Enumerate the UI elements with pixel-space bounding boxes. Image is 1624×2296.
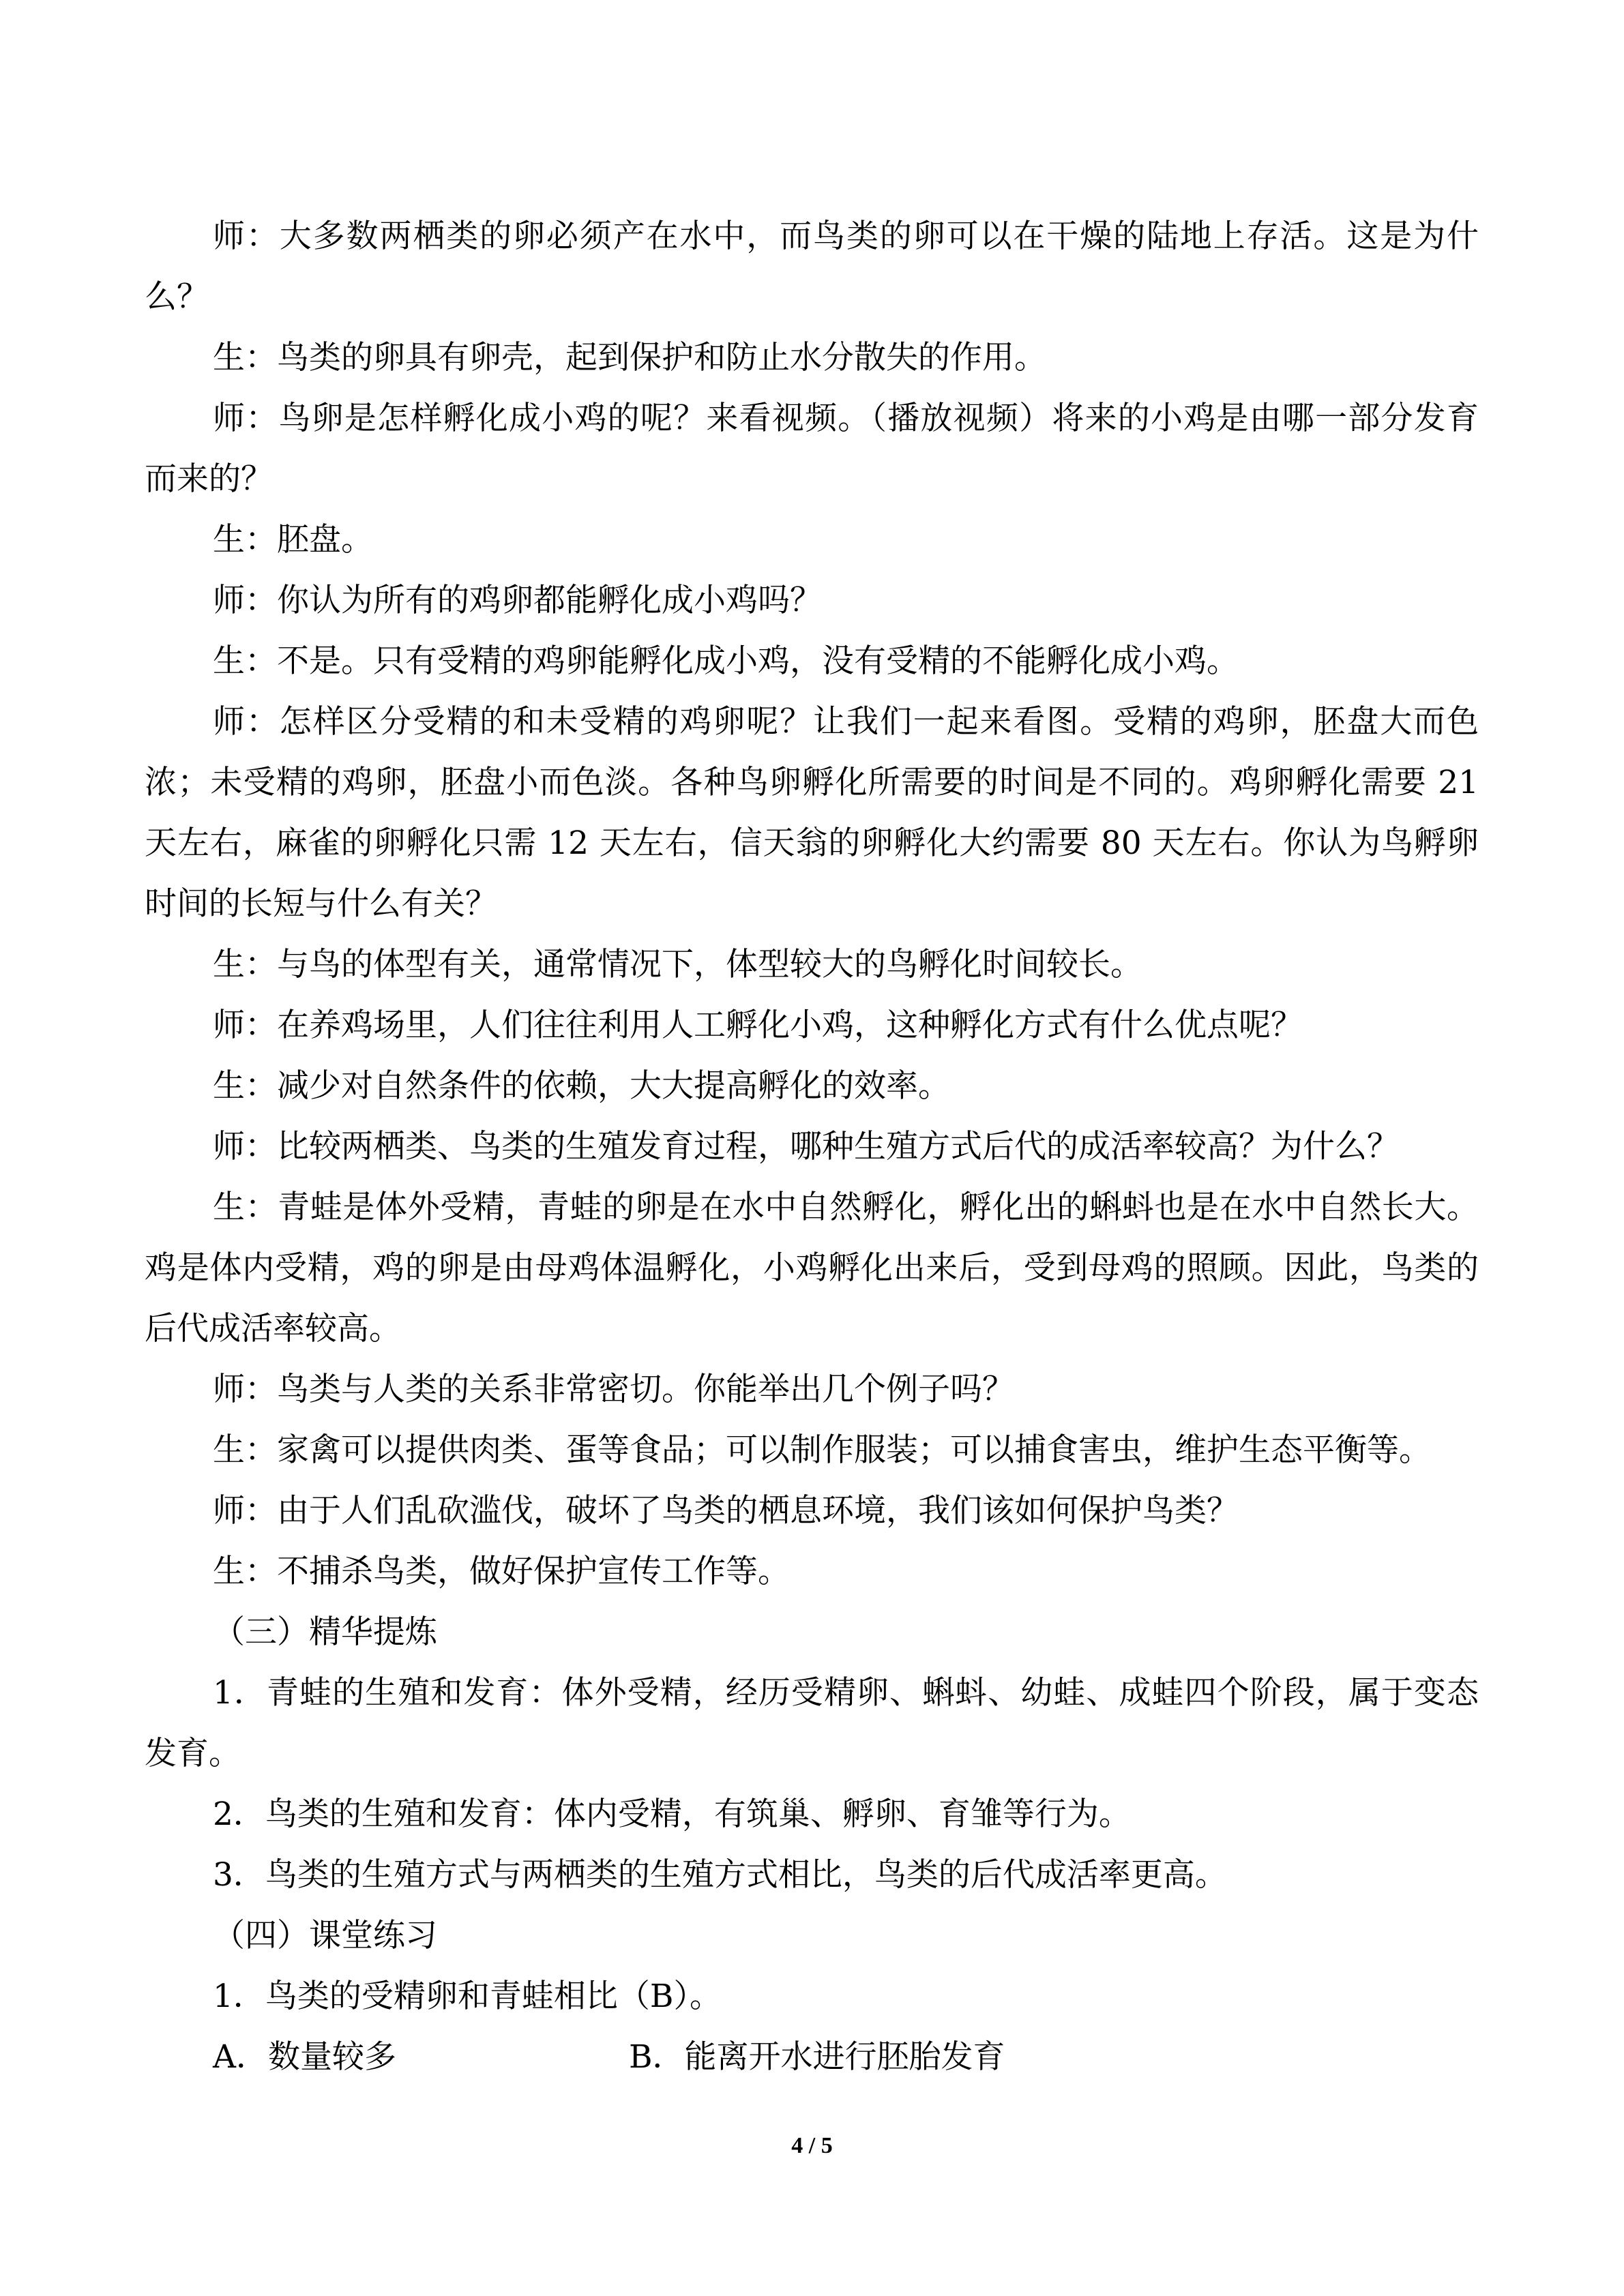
list-item: 1．青蛙的生殖和发育：体外受精，经历受精卵、蝌蚪、幼蛙、成蛙四个阶段，属于变态发育。 bbox=[145, 1674, 1479, 1772]
paragraph: 师：鸟卵是怎样孵化成小鸡的呢？来看视频。（播放视频）将来的小鸡是由哪一部分发育而来的？ bbox=[145, 400, 1479, 498]
paragraph: 生：青蛙是体外受精，青蛙的卵是在水中自然孵化，孵化出的蝌蚪也是在水中自然长大。鸡是体内受精，鸡的卵是由母鸡体温孵化，小鸡孵化出来后，受到母鸡的照顾。因此，鸟类的后代成活率较高。 bbox=[145, 1189, 1479, 1347]
page-number: 4 / 5 bbox=[791, 2133, 833, 2158]
paragraph: 师：在养鸡场里，人们往往利用人工孵化小鸡，这种孵化方式有什么优点呢？ bbox=[213, 1007, 1303, 1044]
option-b: B．能离开水进行胚胎发育 bbox=[629, 2038, 1005, 2076]
paragraph: 生：鸟类的卵具有卵壳，起到保护和防止水分散失的作用。 bbox=[213, 339, 1046, 376]
paragraph: 生：胚盘。 bbox=[213, 521, 373, 558]
list-item: 3．鸟类的生殖方式与两栖类的生殖方式相比，鸟类的后代成活率更高。 bbox=[213, 1856, 1227, 1894]
list-item: 2．鸟类的生殖和发育：体内受精，有筑巢、孵卵、育雏等行为。 bbox=[213, 1795, 1131, 1833]
paragraph: 师：比较两栖类、鸟类的生殖发育过程，哪种生殖方式后代的成活率较高？为什么？ bbox=[213, 1128, 1399, 1165]
question: 1．鸟类的受精卵和青蛙相比（B）。 bbox=[213, 1978, 722, 2015]
paragraph: 师：你认为所有的鸡卵都能孵化成小鸡吗？ bbox=[213, 582, 822, 619]
paragraph: 师：怎样区分受精的和未受精的鸡卵呢？让我们一起来看图。受精的鸡卵，胚盘大而色浓；未受精的鸡卵，胚盘小而色淡。各种鸟卵孵化所需要的时间是不同的。鸡卵孵化需要 21 天左右，麻雀的卵孵化只需 12 天左右，信天翁的卵孵化大约需要 80 天左右。你认为鸟孵卵时间的长短与什么有关？ bbox=[145, 703, 1479, 923]
section-heading: （三）精华提炼 bbox=[213, 1613, 437, 1651]
paragraph: 生：不捕杀鸟类，做好保护宣传工作等。 bbox=[213, 1553, 790, 1590]
paragraph: 师：鸟类与人类的关系非常密切。你能举出几个例子吗？ bbox=[213, 1371, 1014, 1408]
option-a: A．数量较多 bbox=[213, 2038, 396, 2076]
document-body bbox=[145, 206, 1479, 2087]
paragraph: 师：大多数两栖类的卵必须产在水中，而鸟类的卵可以在干燥的陆地上存活。这是为什么？ bbox=[145, 218, 1479, 316]
paragraph: 生：与鸟的体型有关，通常情况下，体型较大的鸟孵化时间较长。 bbox=[213, 946, 1142, 983]
paragraph: 生：家禽可以提供肉类、蛋等食品；可以制作服装；可以捕食害虫，维护生态平衡等。 bbox=[213, 1431, 1431, 1469]
section-heading: （四）课堂练习 bbox=[213, 1917, 437, 1954]
answer-options bbox=[145, 2027, 1479, 2087]
paragraph: 生：不是。只有受精的鸡卵能孵化成小鸡，没有受精的不能孵化成小鸡。 bbox=[213, 642, 1239, 680]
paragraph: 师：由于人们乱砍滥伐，破坏了鸟类的栖息环境，我们该如何保护鸟类？ bbox=[213, 1492, 1239, 1530]
paragraph: 生：减少对自然条件的依赖，大大提高孵化的效率。 bbox=[213, 1067, 950, 1105]
